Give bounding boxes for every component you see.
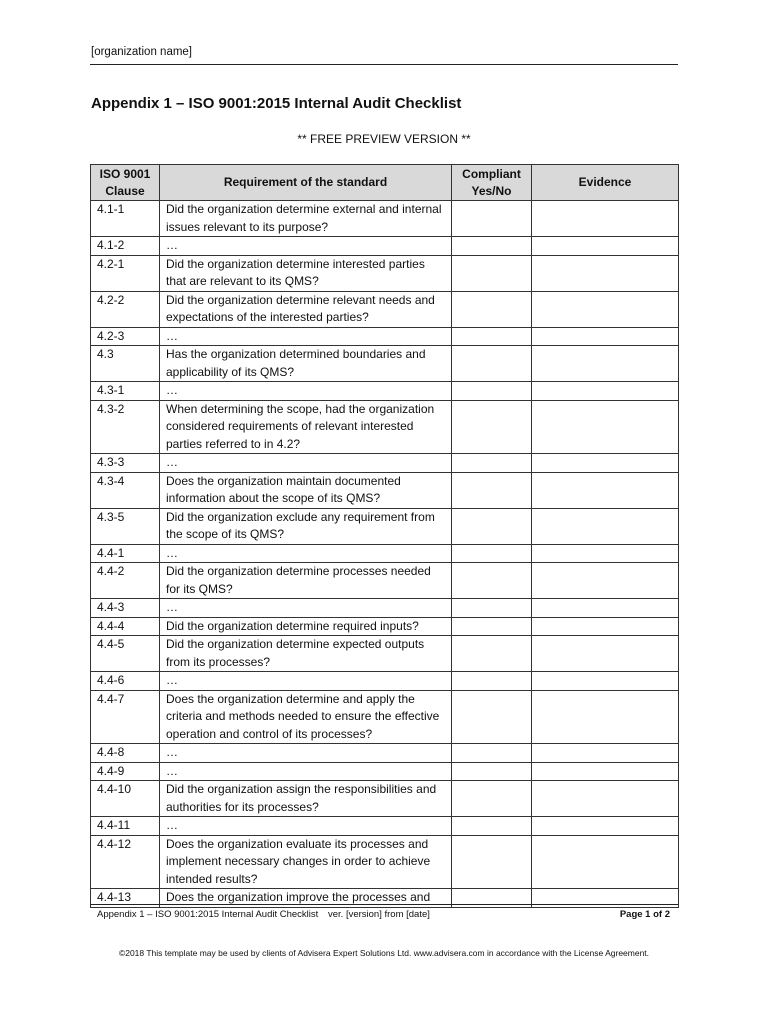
clause-cell: 4.1-1: [91, 201, 160, 237]
table-row: [91, 599, 679, 618]
evidence-cell[interactable]: [532, 201, 679, 237]
requirement-cell: Did the organization determine expected outputs from its processes?: [160, 636, 452, 672]
clause-cell: 4.2-1: [91, 255, 160, 291]
evidence-cell[interactable]: [532, 690, 679, 744]
requirement-cell: …: [160, 817, 452, 836]
clause-cell: 4.4-6: [91, 672, 160, 691]
table-row: [91, 201, 679, 237]
table-row: [91, 835, 679, 889]
clause-cell: 4.3-2: [91, 400, 160, 454]
footer-page-number: Page 1 of 2: [619, 909, 670, 920]
compliant-cell[interactable]: [452, 327, 532, 346]
compliant-cell[interactable]: [452, 400, 532, 454]
table-row: [91, 346, 679, 382]
compliant-cell[interactable]: [452, 744, 532, 763]
clause-cell: 4.4-5: [91, 636, 160, 672]
compliant-cell[interactable]: [452, 762, 532, 781]
requirement-cell: Did the organization assign the responsibilities and authorities for its processes?: [160, 781, 452, 817]
table-row: [91, 255, 679, 291]
requirement-cell: Did the organization determine interested parties that are relevant to its QMS?: [160, 255, 452, 291]
requirement-cell: Does the organization evaluate its processes and implement necessary changes in order to achieve intended results?: [160, 835, 452, 889]
evidence-cell[interactable]: [532, 762, 679, 781]
requirement-cell: Does the organization determine and apply the criteria and methods needed to ensure the effective operation and control of its processes?: [160, 690, 452, 744]
requirement-cell: Does the organization maintain documented information about the scope of its QMS?: [160, 472, 452, 508]
organization-name: [organization name]: [91, 46, 193, 58]
compliant-cell[interactable]: [452, 237, 532, 256]
evidence-cell[interactable]: [532, 835, 679, 889]
copyright-notice: ©2018 This template may be used by clients of Advisera Expert Solutions Ltd. www.advisera.com in accordance with the License Agreement.: [118, 948, 650, 958]
evidence-cell[interactable]: [532, 346, 679, 382]
document-title: Appendix 1 – ISO 9001:2015 Internal Audit Checklist: [91, 95, 462, 112]
table-body: [91, 201, 679, 908]
clause-cell: 4.1-2: [91, 237, 160, 256]
table-row: [91, 291, 679, 327]
table-row: [91, 690, 679, 744]
table-row: [91, 762, 679, 781]
compliant-cell[interactable]: [452, 636, 532, 672]
evidence-cell[interactable]: [532, 636, 679, 672]
evidence-cell[interactable]: [532, 291, 679, 327]
footer-divider: [90, 904, 678, 905]
table-header-row: [91, 165, 679, 201]
evidence-cell[interactable]: [532, 472, 679, 508]
requirement-cell: …: [160, 454, 452, 473]
evidence-cell[interactable]: [532, 508, 679, 544]
compliant-cell[interactable]: [452, 544, 532, 563]
footer-version: ver. [version] from [date]: [328, 909, 430, 920]
table-row: [91, 672, 679, 691]
table-row: [91, 454, 679, 473]
clause-cell: 4.3: [91, 346, 160, 382]
evidence-cell[interactable]: [532, 237, 679, 256]
compliant-cell[interactable]: [452, 835, 532, 889]
column-header-requirement: Requirement of the standard: [160, 165, 452, 201]
evidence-cell[interactable]: [532, 563, 679, 599]
requirement-cell: …: [160, 762, 452, 781]
requirement-cell: …: [160, 544, 452, 563]
requirement-cell: …: [160, 744, 452, 763]
requirement-cell: …: [160, 672, 452, 691]
column-header-evidence: Evidence: [532, 165, 679, 201]
requirement-cell: Did the organization determine external and internal issues relevant to its purpose?: [160, 201, 452, 237]
table-row: [91, 327, 679, 346]
clause-cell: 4.2-2: [91, 291, 160, 327]
requirement-cell: Did the organization determine relevant needs and expectations of the interested parties?: [160, 291, 452, 327]
clause-cell: 4.4-8: [91, 744, 160, 763]
compliant-cell[interactable]: [452, 454, 532, 473]
table-row: [91, 617, 679, 636]
table-row: [91, 817, 679, 836]
clause-cell: 4.3-1: [91, 382, 160, 401]
requirement-cell: …: [160, 382, 452, 401]
evidence-cell[interactable]: [532, 617, 679, 636]
clause-cell: 4.3-3: [91, 454, 160, 473]
compliant-cell[interactable]: [452, 817, 532, 836]
compliant-cell[interactable]: [452, 672, 532, 691]
compliant-cell[interactable]: [452, 508, 532, 544]
audit-checklist-table: [90, 164, 679, 908]
compliant-cell[interactable]: [452, 472, 532, 508]
compliant-cell[interactable]: [452, 201, 532, 237]
preview-notice: ** FREE PREVIEW VERSION **: [297, 132, 471, 146]
evidence-cell[interactable]: [532, 744, 679, 763]
clause-cell: 4.4-10: [91, 781, 160, 817]
compliant-cell[interactable]: [452, 346, 532, 382]
requirement-cell: …: [160, 237, 452, 256]
evidence-cell[interactable]: [532, 327, 679, 346]
table-row: [91, 636, 679, 672]
clause-cell: 4.4-1: [91, 544, 160, 563]
table-row: [91, 382, 679, 401]
clause-cell: 4.4-4: [91, 617, 160, 636]
evidence-cell[interactable]: [532, 672, 679, 691]
evidence-cell[interactable]: [532, 454, 679, 473]
header-divider: [90, 64, 678, 65]
compliant-cell[interactable]: [452, 255, 532, 291]
requirement-cell: Has the organization determined boundaries and applicability of its QMS?: [160, 346, 452, 382]
table-row: [91, 237, 679, 256]
compliant-cell[interactable]: [452, 781, 532, 817]
requirement-cell: …: [160, 599, 452, 618]
evidence-cell[interactable]: [532, 599, 679, 618]
clause-cell: 4.4-9: [91, 762, 160, 781]
footer-document-name: Appendix 1 – ISO 9001:2015 Internal Audit Checklist: [97, 909, 319, 920]
evidence-cell[interactable]: [532, 255, 679, 291]
compliant-cell[interactable]: [452, 291, 532, 327]
table-row: [91, 563, 679, 599]
requirement-cell: Did the organization exclude any requirement from the scope of its QMS?: [160, 508, 452, 544]
requirement-cell: Does the organization improve the processes and: [160, 889, 452, 908]
evidence-cell[interactable]: [532, 400, 679, 454]
clause-cell: 4.3-4: [91, 472, 160, 508]
evidence-cell[interactable]: [532, 817, 679, 836]
compliant-cell[interactable]: [452, 690, 532, 744]
table-row: [91, 472, 679, 508]
compliant-cell[interactable]: [452, 563, 532, 599]
clause-cell: 4.4-13: [91, 889, 160, 908]
clause-cell: 4.4-12: [91, 835, 160, 889]
clause-cell: 4.4-3: [91, 599, 160, 618]
table-row: [91, 508, 679, 544]
table-row: [91, 400, 679, 454]
requirement-cell: Did the organization determine processes needed for its QMS?: [160, 563, 452, 599]
evidence-cell[interactable]: [532, 382, 679, 401]
compliant-cell[interactable]: [452, 617, 532, 636]
requirement-cell: When determining the scope, had the organization considered requirements of relevant interested parties referred to in 4.2?: [160, 400, 452, 454]
table-row: [91, 544, 679, 563]
table-row: [91, 744, 679, 763]
evidence-cell[interactable]: [532, 544, 679, 563]
requirement-cell: …: [160, 327, 452, 346]
clause-cell: 4.2-3: [91, 327, 160, 346]
column-header-clause: ISO 9001 Clause: [91, 165, 160, 201]
compliant-cell[interactable]: [452, 599, 532, 618]
compliant-cell[interactable]: [452, 382, 532, 401]
table-row: [91, 781, 679, 817]
clause-cell: 4.4-2: [91, 563, 160, 599]
requirement-cell: Did the organization determine required inputs?: [160, 617, 452, 636]
column-header-compliant: Compliant Yes/No: [452, 165, 532, 201]
clause-cell: 4.4-7: [91, 690, 160, 744]
clause-cell: 4.4-11: [91, 817, 160, 836]
evidence-cell[interactable]: [532, 781, 679, 817]
clause-cell: 4.3-5: [91, 508, 160, 544]
